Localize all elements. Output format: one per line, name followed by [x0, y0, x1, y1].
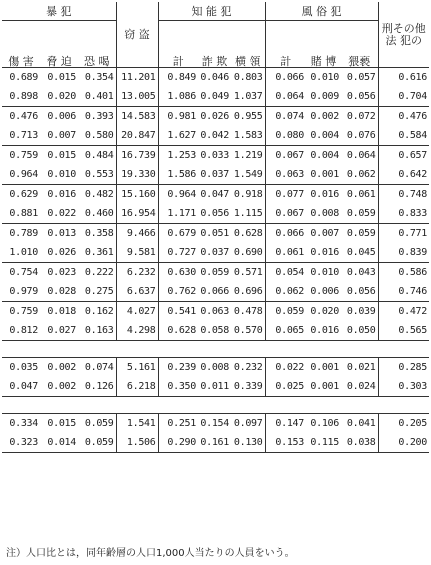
- table-cell: 0.812: [2, 321, 40, 341]
- table-cell: 0.063: [198, 302, 231, 322]
- table-cell: 1.115: [231, 204, 265, 224]
- table-cell: 0.009: [310, 90, 339, 102]
- table-cell: 0.042: [200, 129, 229, 141]
- table-cell: 0.043: [341, 263, 378, 283]
- table-cell: 0.642: [398, 168, 427, 180]
- table-cell: 0.106: [306, 414, 341, 434]
- table-cell: 0.067: [275, 207, 304, 219]
- table-cell: 0.541: [158, 302, 198, 322]
- table-cell: 0.062: [275, 285, 304, 297]
- table-cell: 0.026: [47, 246, 76, 258]
- table-cell: 0.077: [265, 185, 306, 205]
- table-cell: 0.004: [310, 129, 339, 141]
- table-cell: 0.011: [198, 377, 231, 397]
- table-cell: 0.762: [167, 285, 196, 297]
- table-cell: 0.026: [198, 107, 231, 127]
- table-cell: 0.051: [198, 224, 231, 244]
- table-cell: 0.057: [341, 68, 378, 88]
- table-cell: 0.955: [231, 107, 265, 127]
- table-cell: 0.153: [265, 433, 306, 453]
- table-cell: 0.161: [198, 433, 231, 453]
- table-cell: 0.023: [40, 263, 78, 283]
- table-cell: 0.001: [310, 168, 339, 180]
- header-other-line1: 刑その他: [381, 21, 426, 35]
- table-cell: 20.847: [116, 126, 158, 146]
- table-cell: 0.849: [158, 68, 198, 88]
- table-cell: 0.037: [200, 246, 229, 258]
- table-row: [2, 282, 429, 302]
- table-cell: 0.021: [341, 358, 378, 378]
- table-row: [2, 87, 429, 107]
- table-cell: 0.002: [40, 377, 78, 397]
- table-cell: 0.074: [265, 107, 306, 127]
- table-cell: 4.027: [116, 302, 158, 322]
- table-cell: 0.690: [231, 243, 265, 263]
- group-spacer: [2, 397, 429, 414]
- table-row: [2, 243, 429, 263]
- table-cell: 0.789: [2, 224, 40, 244]
- table-cell: 0.010: [306, 68, 341, 88]
- table-cell: 0.020: [47, 90, 76, 102]
- table-cell: 0.038: [341, 433, 378, 453]
- table-cell: 0.334: [2, 414, 40, 434]
- header-violent-crime: 暴 犯: [2, 2, 116, 21]
- table-cell: 0.401: [78, 87, 116, 107]
- table-cell: 0.063: [275, 168, 304, 180]
- table-cell: 9.581: [116, 243, 158, 263]
- table-cell: 0.981: [158, 107, 198, 127]
- table-cell: 0.014: [40, 433, 78, 453]
- table-cell: 0.056: [341, 87, 378, 107]
- table-cell: 0.007: [306, 224, 341, 244]
- table-cell: 0.628: [231, 224, 265, 244]
- table-cell: 1.506: [116, 433, 158, 453]
- table-cell: 0.918: [231, 185, 265, 205]
- table-cell: 6.232: [116, 263, 158, 283]
- table-cell: 0.630: [158, 263, 198, 283]
- table-cell: 0.964: [9, 168, 38, 180]
- table-cell: 0.553: [78, 165, 116, 185]
- table-cell: 0.482: [78, 185, 116, 205]
- table-cell: 0.147: [265, 414, 306, 434]
- table-cell: 0.016: [306, 185, 341, 205]
- table-cell: 1.219: [231, 146, 265, 166]
- table-cell: 0.064: [341, 146, 378, 166]
- table-row: [2, 224, 429, 244]
- footnote: 注）人口比とは，同年齢層の人口1,000人当たりの人員をいう。: [6, 548, 295, 559]
- table-cell: 0.759: [2, 146, 40, 166]
- table-cell: 1.253: [158, 146, 198, 166]
- table-cell: 14.583: [116, 107, 158, 127]
- table-cell: 0.064: [275, 90, 304, 102]
- table-cell: 0.062: [341, 165, 378, 185]
- table-cell: 0.130: [231, 433, 265, 453]
- table-cell: 0.058: [198, 321, 231, 341]
- table-cell: 0.065: [265, 321, 306, 341]
- table-cell: 1.541: [116, 414, 158, 434]
- table-cell: 0.290: [158, 433, 198, 453]
- table-cell: 13.005: [116, 87, 158, 107]
- table-cell: 4.298: [116, 321, 158, 341]
- table-cell: 0.045: [341, 243, 378, 263]
- table-cell: 0.200: [378, 433, 429, 453]
- table-cell: 0.657: [378, 146, 429, 166]
- table-cell: 1.549: [231, 165, 265, 185]
- table-cell: 0.478: [231, 302, 265, 322]
- table-cell: 19.330: [116, 165, 158, 185]
- table-cell: 0.097: [231, 414, 265, 434]
- table-row: [2, 107, 429, 127]
- table-cell: 0.629: [2, 185, 40, 205]
- header-fraud-total: 計: [158, 21, 198, 68]
- table-cell: 0.016: [40, 185, 78, 205]
- table-cell: 0.126: [78, 377, 116, 397]
- table-cell: 0.020: [306, 302, 341, 322]
- table-cell: 0.054: [265, 263, 306, 283]
- header-gambling: 賭 博: [306, 21, 341, 68]
- table-cell: 0.239: [158, 358, 198, 378]
- table-cell: 1.086: [167, 90, 196, 102]
- table-body: [2, 68, 429, 453]
- table-row: [2, 377, 429, 397]
- header-obscenity: 猥褻: [341, 21, 378, 68]
- table-cell: 0.232: [231, 358, 265, 378]
- table-cell: 0.061: [341, 185, 378, 205]
- table-cell: 0.033: [198, 146, 231, 166]
- table-cell: 0.754: [2, 263, 40, 283]
- table-cell: 0.067: [265, 146, 306, 166]
- table-cell: 0.476: [378, 107, 429, 127]
- table-cell: 0.565: [378, 321, 429, 341]
- table-cell: 0.016: [306, 321, 341, 341]
- table-cell: 0.047: [198, 185, 231, 205]
- table-cell: 15.160: [116, 185, 158, 205]
- table-cell: 0.059: [265, 302, 306, 322]
- header-injury: 傷 害: [2, 21, 40, 68]
- table-cell: 0.066: [265, 68, 306, 88]
- table-cell: 6.218: [116, 377, 158, 397]
- table-row: [2, 68, 429, 88]
- table-cell: 0.689: [2, 68, 40, 88]
- table-cell: 0.037: [200, 168, 229, 180]
- table-row: [2, 204, 429, 224]
- table-cell: 0.066: [265, 224, 306, 244]
- spacer-cell: [2, 397, 429, 414]
- header-embezzlement: 横 領: [231, 21, 265, 68]
- table-cell: 0.361: [78, 243, 116, 263]
- table-cell: 9.466: [116, 224, 158, 244]
- table-cell: 5.161: [116, 358, 158, 378]
- table-cell: 0.713: [9, 129, 38, 141]
- table-cell: 0.049: [200, 90, 229, 102]
- table-cell: 0.354: [78, 68, 116, 88]
- table-cell: 0.323: [2, 433, 40, 453]
- table-row: [2, 146, 429, 166]
- table-cell: 0.251: [158, 414, 198, 434]
- table-row: [2, 185, 429, 205]
- table-cell: 0.205: [378, 414, 429, 434]
- table-row: [2, 358, 429, 378]
- table-cell: 0.015: [40, 68, 78, 88]
- table-cell: 0.393: [78, 107, 116, 127]
- table-cell: 0.001: [306, 377, 341, 397]
- table-cell: 0.350: [158, 377, 198, 397]
- table-cell: 1.583: [231, 126, 265, 146]
- table-cell: 0.076: [341, 126, 378, 146]
- table-cell: 0.056: [341, 282, 378, 302]
- header-threat: 脅 迫: [40, 21, 78, 68]
- table-cell: 0.039: [341, 302, 378, 322]
- table-row: [2, 165, 429, 185]
- table-cell: 0.115: [306, 433, 341, 453]
- table-cell: 0.748: [378, 185, 429, 205]
- table-cell: 0.616: [378, 68, 429, 88]
- group-spacer: [2, 341, 429, 358]
- table-cell: 0.476: [2, 107, 40, 127]
- table-cell: 0.628: [158, 321, 198, 341]
- table-cell: 0.025: [265, 377, 306, 397]
- table-cell: 0.022: [47, 207, 76, 219]
- table-cell: 0.001: [306, 358, 341, 378]
- table-cell: 0.275: [78, 282, 116, 302]
- table-cell: 0.007: [47, 129, 76, 141]
- table-cell: 0.571: [231, 263, 265, 283]
- table-cell: 0.028: [47, 285, 76, 297]
- table-row: [2, 321, 429, 341]
- table-cell: 0.047: [2, 377, 40, 397]
- table-cell: 0.759: [2, 302, 40, 322]
- table-row: [2, 126, 429, 146]
- table-cell: 0.066: [200, 285, 229, 297]
- table-cell: 0.056: [200, 207, 229, 219]
- table-cell: 0.222: [78, 263, 116, 283]
- table-cell: 0.460: [78, 204, 116, 224]
- statistics-table: [2, 2, 429, 453]
- table-cell: 0.358: [78, 224, 116, 244]
- table-row: [2, 263, 429, 283]
- table-cell: 0.303: [378, 377, 429, 397]
- table-cell: 6.637: [116, 282, 158, 302]
- table-cell: 11.201: [116, 68, 158, 88]
- header-morals-crime: 風 俗 犯: [265, 2, 378, 21]
- header-other-penal: [378, 2, 429, 68]
- table-cell: 0.059: [78, 414, 116, 434]
- table-cell: 0.015: [40, 414, 78, 434]
- table-cell: 0.803: [231, 68, 265, 88]
- table-cell: 0.285: [378, 358, 429, 378]
- table-cell: 0.059: [341, 224, 378, 244]
- header-morals-total: 計: [265, 21, 306, 68]
- table-cell: 16.739: [116, 146, 158, 166]
- table-cell: 0.004: [306, 146, 341, 166]
- table-cell: 0.016: [310, 246, 339, 258]
- table-cell: 0.074: [78, 358, 116, 378]
- table-cell: 1.171: [167, 207, 196, 219]
- table-cell: 0.010: [47, 168, 76, 180]
- header-theft: 窃 盗: [116, 2, 158, 68]
- spacer-cell: [2, 341, 429, 358]
- table-cell: 0.022: [265, 358, 306, 378]
- table-cell: 0.484: [78, 146, 116, 166]
- table-cell: 0.162: [78, 302, 116, 322]
- table-cell: 0.839: [398, 246, 427, 258]
- table-cell: 16.954: [116, 204, 158, 224]
- table-cell: 1.627: [167, 129, 196, 141]
- table-cell: 0.041: [341, 414, 378, 434]
- table-cell: 1.586: [167, 168, 196, 180]
- table-cell: 0.006: [310, 285, 339, 297]
- table-cell: 0.833: [398, 207, 427, 219]
- table-cell: 0.061: [275, 246, 304, 258]
- table-row: [2, 414, 429, 434]
- header-fraud: 詐 欺: [198, 21, 231, 68]
- table-cell: 0.727: [167, 246, 196, 258]
- table-cell: 0.586: [378, 263, 429, 283]
- table-cell: 0.013: [40, 224, 78, 244]
- table-cell: 0.072: [341, 107, 378, 127]
- table-cell: 0.964: [158, 185, 198, 205]
- table-cell: 0.696: [231, 282, 265, 302]
- table-cell: 0.006: [40, 107, 78, 127]
- table-cell: 0.570: [231, 321, 265, 341]
- table-cell: 0.163: [78, 321, 116, 341]
- table-cell: 0.059: [341, 204, 378, 224]
- table-cell: 0.050: [341, 321, 378, 341]
- table-cell: 0.010: [306, 263, 341, 283]
- table-cell: 0.002: [40, 358, 78, 378]
- table-cell: 0.472: [378, 302, 429, 322]
- table-row: [2, 433, 429, 453]
- table-cell: 0.746: [398, 285, 427, 297]
- table-cell: 0.771: [378, 224, 429, 244]
- table-cell: 0.679: [158, 224, 198, 244]
- table-cell: 0.059: [198, 263, 231, 283]
- table-cell: 0.580: [78, 126, 116, 146]
- table-row: [2, 302, 429, 322]
- table-cell: 0.154: [198, 414, 231, 434]
- table-cell: 0.898: [9, 90, 38, 102]
- table-cell: 0.584: [398, 129, 427, 141]
- table-cell: 0.008: [198, 358, 231, 378]
- table-cell: 0.015: [40, 146, 78, 166]
- table-cell: 0.046: [198, 68, 231, 88]
- header-intellectual-crime: 知 能 犯: [158, 2, 265, 21]
- header-other-line2: 法 犯の: [385, 33, 422, 47]
- table-cell: 0.002: [306, 107, 341, 127]
- table-cell: 0.339: [231, 377, 265, 397]
- table-cell: 0.018: [40, 302, 78, 322]
- table-cell: 0.979: [9, 285, 38, 297]
- table-cell: 0.704: [398, 90, 427, 102]
- table-cell: 0.027: [40, 321, 78, 341]
- table-cell: 1.010: [9, 246, 38, 258]
- table-cell: 0.059: [78, 433, 116, 453]
- table-cell: 0.080: [275, 129, 304, 141]
- table-cell: 1.037: [231, 87, 265, 107]
- table-cell: 0.008: [310, 207, 339, 219]
- header-extortion: 恐 喝: [78, 21, 116, 68]
- table-cell: 0.881: [9, 207, 38, 219]
- table-cell: 0.024: [341, 377, 378, 397]
- table-cell: 0.035: [2, 358, 40, 378]
